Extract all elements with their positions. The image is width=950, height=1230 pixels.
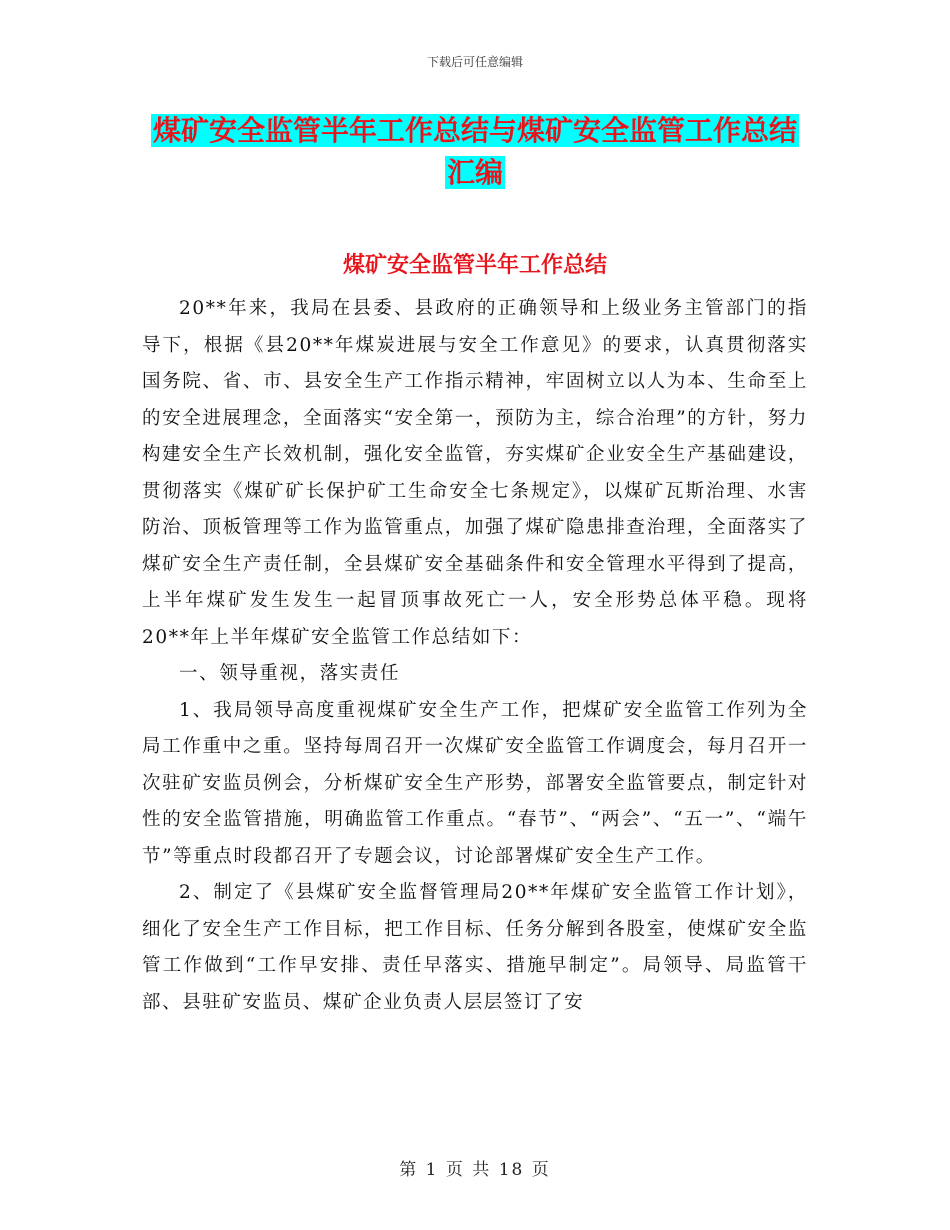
document-body [142,291,808,1021]
page-number: 第 1 页 共 18 页 [399,1160,551,1180]
body-paragraph: 2、制定了《县煤矿安全监督管理局20**年煤矿安全监管工作计划》，细化了安全生产工作目标，把工作目标、任务分解到各股室，使煤矿安全监管工作做到“工作早安排、责任早落实、措施早制定”。局领导、局监管干部、县驻矿安监员、煤矿企业负责人层层签订了安 [142,882,808,1013]
section-heading: 一、领导重视，落实责任 [179,663,401,684]
body-paragraph: 1、我局领导高度重视煤矿安全生产工作，把煤矿安全监管工作列为全局工作重中之重。坚持每周召开一次煤矿安全监管工作调度会，每月召开一次驻矿安监员例会，分析煤矿安全生产形势，部署安全监管要点，制定针对性的安全监管措施，明确监管工作重点。“春节”、“两会”、“五一”、“端午节”等重点时段都召开了专题会议，讨论部署煤矿安全生产工作。 [142,699,808,867]
page-header-note: 下载后可任意编辑 [426,55,523,69]
document-title-line-2: 汇编 [446,156,503,189]
document-title-line-1: 煤矿安全监管半年工作总结与煤矿安全监管工作总结 [152,114,797,147]
body-paragraph: 20**年来，我局在县委、县政府的正确领导和上级业务主管部门的指导下，根据《县20**年煤炭进展与安全工作意见》的要求，认真贯彻落实国务院、省、市、县安全生产工作指示精神，牢固树立以人为本、生命至上的安全进展理念，全面落实“安全第一，预防为主，综合治理”的方针，努力构建安全生产长效机制，强化安全监管，夯实煤矿企业安全生产基础建设，贯彻落实《煤矿矿长保护矿工生命安全七条规定》，以煤矿瓦斯治理、水害防治、顶板管理等工作为监管重点，加强了煤矿隐患排查治理，全面落实了煤矿安全生产责任制，全县煤矿安全基础条件和安全管理水平得到了提高，上半年煤矿发生发生一起冒顶事故死亡一人，安全形势总体平稳。现将20**年上半年煤矿安全监管工作总结如下： [142,298,808,648]
document-title [140,110,810,194]
section-title: 煤矿安全监管半年工作总结 [342,253,607,278]
